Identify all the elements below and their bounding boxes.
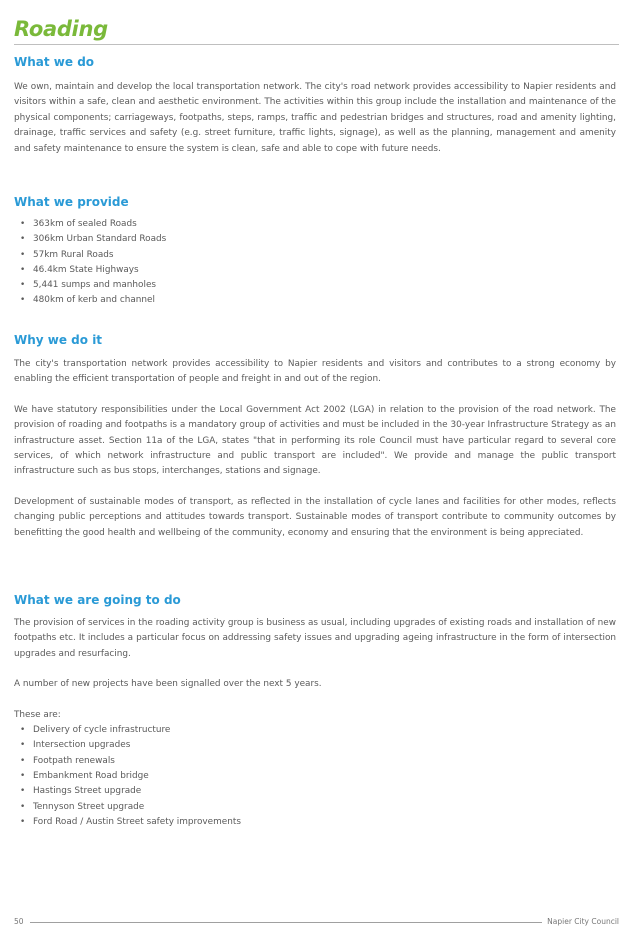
list-item: • Tennyson Street upgrade — [14, 800, 616, 815]
list-item: • 5,441 sumps and manholes — [14, 278, 616, 293]
heading-what-we-are-going-to-do: What we are going to do — [14, 593, 181, 607]
provide-list — [14, 217, 616, 309]
bullet-icon: • — [20, 219, 26, 229]
bullet-icon: • — [20, 234, 26, 245]
list-item: • Hastings Street upgrade — [14, 784, 616, 799]
list-item: • Intersection upgrades — [14, 738, 616, 753]
bullet-icon: • — [20, 755, 26, 766]
list-item: • Embankment Road bridge — [14, 769, 616, 784]
heading-what-we-provide: What we provide — [14, 195, 129, 209]
page-number: 50 — [14, 917, 24, 926]
paragraph: Development of sustainable modes of transport, as reflected in the installation of cycle lanes and facilities for other modes, reflects changing public perceptions and attitudes towards transport. Sustainable modes of transport contribute to community outcomes by benefitting the good health and wellbeing of the community, economy and ensuring that the environment is being appreciated. — [14, 496, 616, 538]
heading-why-we-do-it: Why we do it — [14, 333, 103, 347]
section-what-we-are-going-to-do — [14, 592, 616, 830]
footer-organisation: Napier City Council — [547, 917, 619, 926]
bullet-icon: • — [20, 770, 26, 781]
projects-list — [14, 723, 616, 830]
paragraph: These are: — [14, 709, 61, 720]
paragraph: A number of new projects have been signalled over the next 5 years. — [14, 679, 322, 690]
bullet-icon: • — [20, 740, 26, 751]
list-item: • 306km Urban Standard Roads — [14, 232, 616, 247]
list-item: • Footpath renewals — [14, 754, 616, 769]
section-what-we-do — [14, 54, 616, 157]
paragraph: The city's transportation network provides accessibility to Napier residents and visitors and contributes to a strong economy by enabling the efficient transportation of people and freight in and out of the region. — [14, 359, 616, 385]
list-item: • 57km Rural Roads — [14, 248, 616, 263]
list-item: • 46.4km State Highways — [14, 263, 616, 278]
bullet-icon: • — [20, 280, 26, 291]
list-item: • Ford Road / Austin Street safety improvements — [14, 815, 616, 830]
page-footer — [14, 916, 619, 928]
list-item: • 480km of kerb and channel — [14, 293, 616, 308]
bullet-icon: • — [20, 264, 26, 275]
bullet-icon: • — [20, 249, 26, 260]
bullet-icon: • — [20, 725, 26, 736]
paragraph: We own, maintain and develop the local transportation network. The city's road network provides accessibility to Napier residents and visitors within a safe, clean and aesthetic environment. The activities within this group include the installation and maintenance of the physical components; carriageways, footpaths, steps, ramps, traffic and pedestrian bridges and structures, road and amenity lighting, drainage, traffic services and safety (e.g. street furniture, traffic lights, signage), as well as the planning, management and amenity and safety maintenance to ensure the system is clean, safe and able to cope with future needs. — [14, 82, 616, 154]
bullet-icon: • — [20, 816, 26, 827]
bullet-icon: • — [20, 786, 26, 797]
list-item: • 363km of sealed Roads — [14, 217, 616, 232]
section-why-we-do-it — [14, 332, 616, 541]
paragraph: We have statutory responsibilities under the Local Government Act 2002 (LGA) in relation to the provision of the road network. The provision of roading and footpaths is a mandatory group of activities and must be included in the 30-year Infrastructure Strategy as an infrastructure asset. Section 11a of the LGA, states "that in performing its role Council must have particular regard to several core services, of which network infrastructure and public transport are included". We provide and manage the public transport infrastructure such as bus stops, interchanges, stations and signage. — [14, 404, 616, 477]
heading-what-we-do: What we do — [14, 55, 95, 69]
bullet-icon: • — [20, 801, 26, 812]
page-title: Roading — [14, 17, 108, 41]
paragraph: The provision of services in the roading activity group is business as usual, including upgrades of existing roads and installation of new footpaths etc. It includes a particular focus on addressing safety issues and upgrading ageing infrastructure in the form of intersection upgrades and resurfacing. — [14, 618, 616, 659]
list-item: • Delivery of cycle infrastructure — [14, 723, 616, 738]
section-what-we-provide — [14, 194, 616, 309]
title-divider — [14, 44, 619, 45]
footer-divider — [30, 922, 542, 923]
bullet-icon: • — [20, 295, 26, 306]
